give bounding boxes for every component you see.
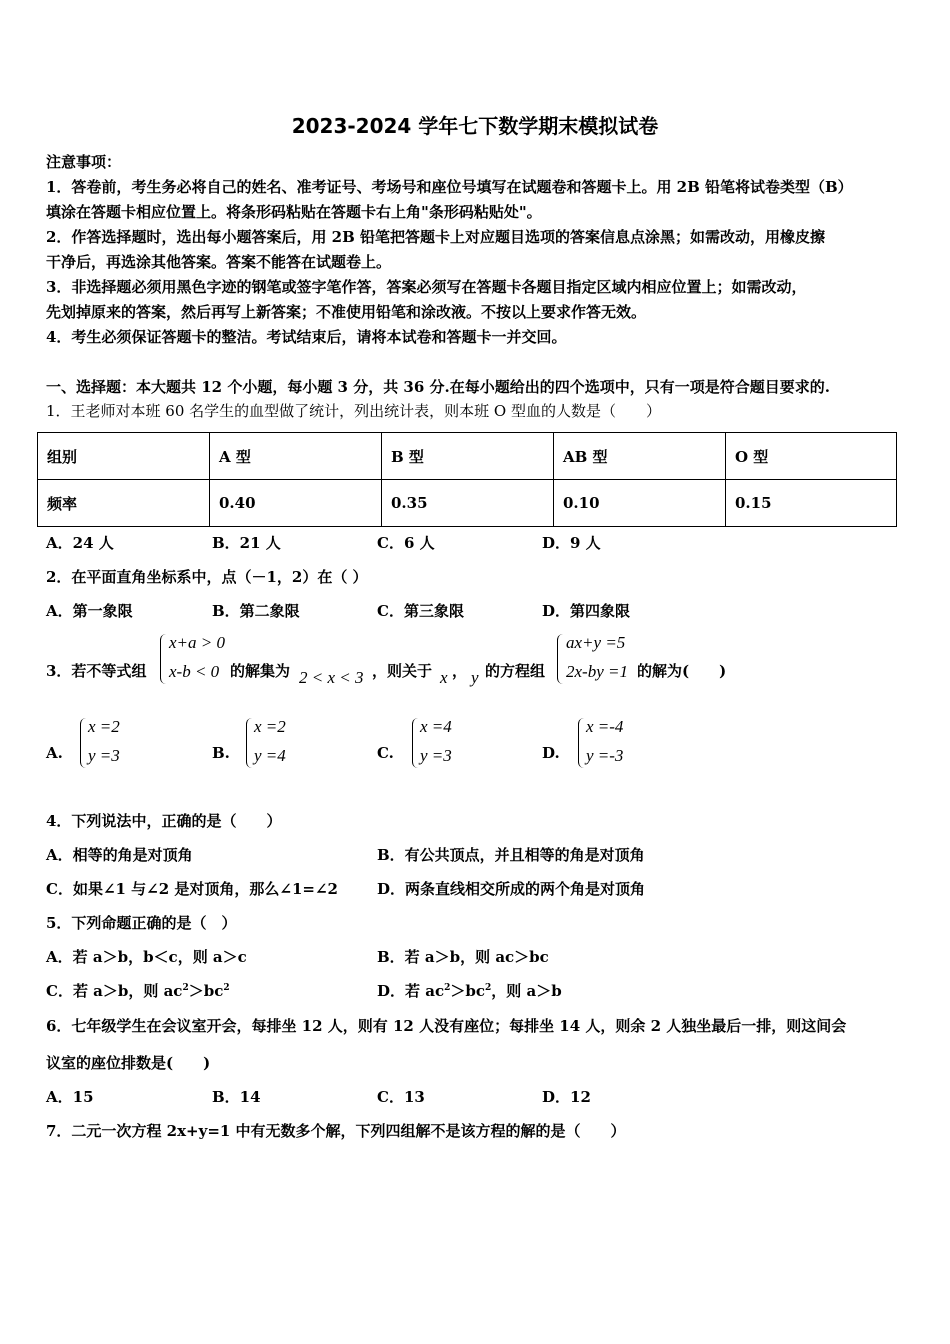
question-4-stem: 4．下列说法中，正确的是（ ） xyxy=(46,812,282,830)
question-2-stem: 2．在平面直角坐标系中，点（－1，2）在（ ） xyxy=(46,568,368,586)
option-b: B．第二象限 xyxy=(212,602,300,620)
superscript: 2 xyxy=(484,983,492,993)
option-a: A. xyxy=(46,744,63,762)
table-cell: 0.10 xyxy=(554,480,726,527)
section-heading: 一、选择题：本大题共 12 个小题，每小题 3 分，共 36 分.在每小题给出的四个选项中，只有一项是符合题目要求的. xyxy=(46,378,830,396)
variable-y: y xyxy=(471,668,479,687)
table-cell: 0.35 xyxy=(382,480,554,527)
left-brace xyxy=(412,718,419,768)
option-text: D．若 ac xyxy=(377,982,445,1000)
option-b: B．21 人 xyxy=(212,534,281,552)
option-c: C．第三象限 xyxy=(377,602,464,620)
superscript: 2 xyxy=(182,983,189,993)
solution-y: y =-3 xyxy=(586,746,624,765)
blood-type-table xyxy=(37,432,897,527)
left-brace xyxy=(557,634,564,684)
page-title: 2023-2024 学年七下数学期末模拟试卷 xyxy=(291,114,659,138)
option-b: B．14 xyxy=(212,1088,261,1106)
option-b: B．若 a＞b，则 ac＞bc xyxy=(377,948,549,966)
option-text: ＞bc xyxy=(450,982,485,1000)
left-brace xyxy=(578,718,585,768)
option-c xyxy=(46,980,230,1001)
table-cell: O 型 xyxy=(726,433,897,480)
table-cell: AB 型 xyxy=(554,433,726,480)
notice-line: 1．答卷前，考生务必将自己的姓名、准考证号、考场号和座位号填写在试题卷和答题卡上。用 2B 铅笔将试卷类型（B） xyxy=(46,178,853,196)
question-6-line: 议室的座位排数是( ) xyxy=(46,1054,211,1072)
option-d: D．两条直线相交所成的两个角是对顶角 xyxy=(377,880,646,898)
question-7-stem: 7．二元一次方程 2x+y=1 中有无数多个解，下列四组解不是该方程的解的是（ ） xyxy=(46,1122,626,1140)
table-cell: 0.15 xyxy=(726,480,897,527)
table-cell: B 型 xyxy=(382,433,554,480)
option-a: A．若 a＞b，b＜c，则 a＞c xyxy=(46,948,247,966)
left-brace xyxy=(80,718,87,768)
option-a: A．相等的角是对顶角 xyxy=(46,846,193,864)
table-header-row xyxy=(38,433,897,480)
question-3-part: 的解集为 xyxy=(230,662,291,680)
notice-line: 3．非选择题必须用黑色字迹的钢笔或签字笔作答，答案必须写在答题卡各题目指定区域内相应位置上；如需改动， xyxy=(46,278,807,296)
option-d xyxy=(377,980,562,1001)
option-d: D．第四象限 xyxy=(542,602,631,620)
option-c: C. xyxy=(377,744,394,762)
solution-x: x =2 xyxy=(254,717,286,736)
option-d: D．12 xyxy=(542,1088,591,1106)
notice-line: 填涂在答题卡相应位置上。将条形码粘贴在答题卡右上角"条形码粘贴处"。 xyxy=(46,203,542,221)
equation-1: ax+y =5 xyxy=(566,633,626,652)
table-cell: 组别 xyxy=(38,433,210,480)
option-b: B. xyxy=(212,744,230,762)
solution-x: x =4 xyxy=(420,717,452,736)
table-cell: 0.40 xyxy=(210,480,382,527)
solution-x: x =2 xyxy=(88,717,120,736)
option-b: B．有公共顶点，并且相等的角是对顶角 xyxy=(377,846,645,864)
solution-range: 2 < x < 3 xyxy=(299,668,364,687)
equation-2: 2x-by =1 xyxy=(566,662,628,681)
notice-line: 先划掉原来的答案，然后再写上新答案；不准使用铅笔和涂改液。不按以上要求作答无效。 xyxy=(46,303,647,321)
table-row xyxy=(38,480,897,527)
variable-x: x xyxy=(440,668,448,687)
question-5-stem: 5．下列命题正确的是（ ） xyxy=(46,914,237,932)
option-c: C．6 人 xyxy=(377,534,435,552)
left-brace xyxy=(246,718,253,768)
option-text: ＞bc xyxy=(188,982,224,1000)
notice-line: 4．考生必须保证答题卡的整洁。考试结束后，请将本试卷和答题卡一并交回。 xyxy=(46,328,567,346)
question-3-part: ，则关于 xyxy=(372,662,433,680)
table-cell: A 型 xyxy=(210,433,382,480)
question-6-line: 6．七年级学生在会议室开会，每排坐 12 人，则有 12 人没有座位；每排坐 14 人，则余 2 人独坐最后一排，则这间会 xyxy=(46,1017,847,1035)
comma: ， xyxy=(452,662,468,680)
solution-y: y =3 xyxy=(420,746,452,765)
question-3-part: 3．若不等式组 xyxy=(46,662,147,680)
option-c: C．13 xyxy=(377,1088,425,1106)
question-3-part: 的解为( ) xyxy=(637,662,727,680)
notice-line: 2．作答选择题时，选出每小题答案后，用 2B 铅笔把答题卡上对应题目选项的答案信息点涂黑；如需改动，用橡皮擦 xyxy=(46,228,826,246)
left-brace xyxy=(160,634,167,684)
superscript: 2 xyxy=(223,983,230,993)
solution-y: y =4 xyxy=(254,746,286,765)
question-3-part: 的方程组 xyxy=(485,662,546,680)
notice-heading: 注意事项： xyxy=(46,153,122,171)
option-a: A．15 xyxy=(46,1088,94,1106)
table-cell: 频率 xyxy=(38,480,210,527)
option-a: A．24 人 xyxy=(46,534,114,552)
option-d: D. xyxy=(542,744,560,762)
solution-x: x =-4 xyxy=(586,717,624,736)
question-1-stem: 1．王老师对本班 60 名学生的血型做了统计，列出统计表，则本班 O 型血的人数是（ ） xyxy=(46,402,662,420)
inequality-1: x+a > 0 xyxy=(169,633,225,652)
option-a: A．第一象限 xyxy=(46,602,133,620)
option-c: C．如果∠1 与∠2 是对顶角，那么∠1=∠2 xyxy=(46,880,338,898)
superscript: 2 xyxy=(444,983,451,993)
solution-y: y =3 xyxy=(88,746,120,765)
option-d: D．9 人 xyxy=(542,534,601,552)
notice-line: 干净后，再选涂其他答案。答案不能答在试题卷上。 xyxy=(46,253,392,271)
inequality-2: x-b < 0 xyxy=(169,662,220,681)
option-text: ，则 a＞b xyxy=(491,982,562,1000)
option-text: C．若 a＞b，则 ac xyxy=(46,982,183,1000)
